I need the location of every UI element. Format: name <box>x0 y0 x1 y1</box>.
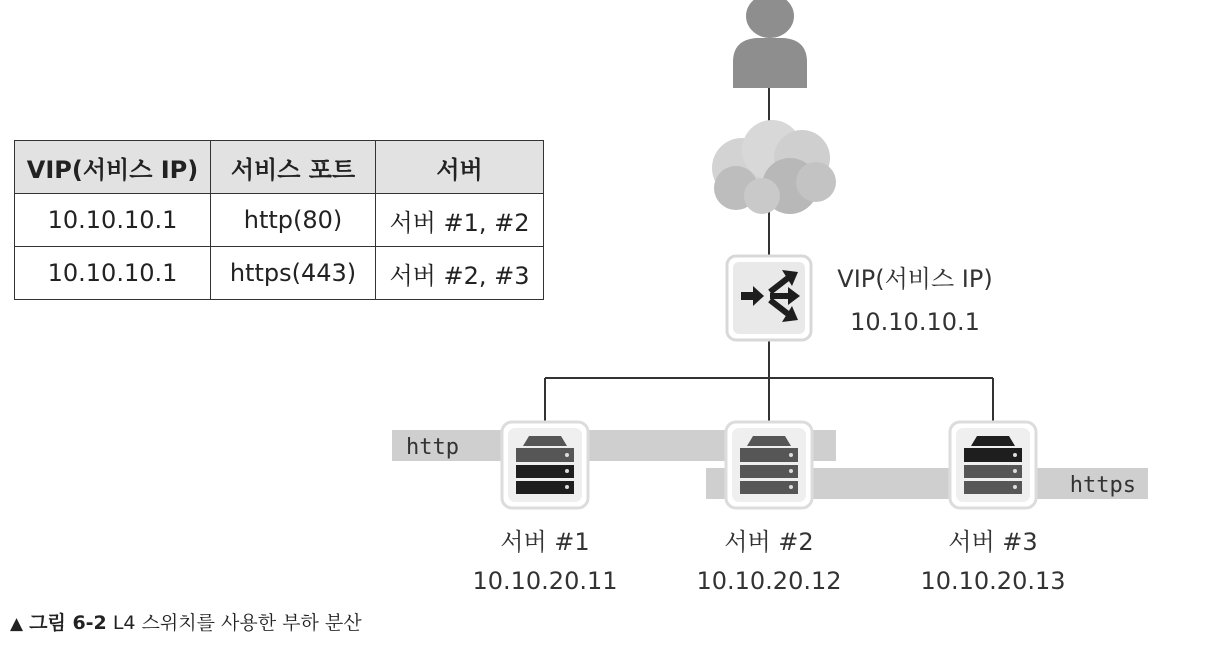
server-3-icon <box>950 422 1036 508</box>
cloud-icon <box>712 120 836 214</box>
server-3-ip: 10.10.20.13 <box>920 567 1066 595</box>
figure-caption <box>10 608 362 635</box>
server-1-name: 서버 #1 <box>500 528 590 556</box>
server-2-ip: 10.10.20.12 <box>696 567 842 595</box>
table-cell: http(80) <box>211 194 376 247</box>
l4-switch-icon <box>727 256 811 340</box>
caption-text: L4 스위치를 사용한 부하 분산 <box>112 612 362 634</box>
table-cell: 서버 #1, #2 <box>376 194 544 247</box>
table-header-cell: VIP(서비스 IP) <box>15 141 211 194</box>
table-cell: https(443) <box>211 247 376 300</box>
table-header-cell: 서버 <box>376 141 544 194</box>
https-band-label: https <box>1069 473 1136 498</box>
server-2-icon <box>726 422 812 508</box>
table-cell: 10.10.10.1 <box>15 194 211 247</box>
server-2-name: 서버 #2 <box>724 528 814 556</box>
table-cell: 서버 #2, #3 <box>376 247 544 300</box>
triangle-icon: ▲ <box>10 614 24 634</box>
table-cell: 10.10.10.1 <box>15 247 211 300</box>
server-1-ip: 10.10.20.11 <box>472 567 618 595</box>
switch-ip: 10.10.10.1 <box>850 308 980 336</box>
server-3-name: 서버 #3 <box>948 528 1038 556</box>
server-1-icon <box>502 422 588 508</box>
http-band-label: http <box>406 435 459 460</box>
switch-label: VIP(서비스 IP) <box>837 265 993 293</box>
table-header-cell: 서비스 포트 <box>211 141 376 194</box>
user-icon <box>733 0 807 88</box>
figure-number: 그림 6-2 <box>29 612 107 634</box>
